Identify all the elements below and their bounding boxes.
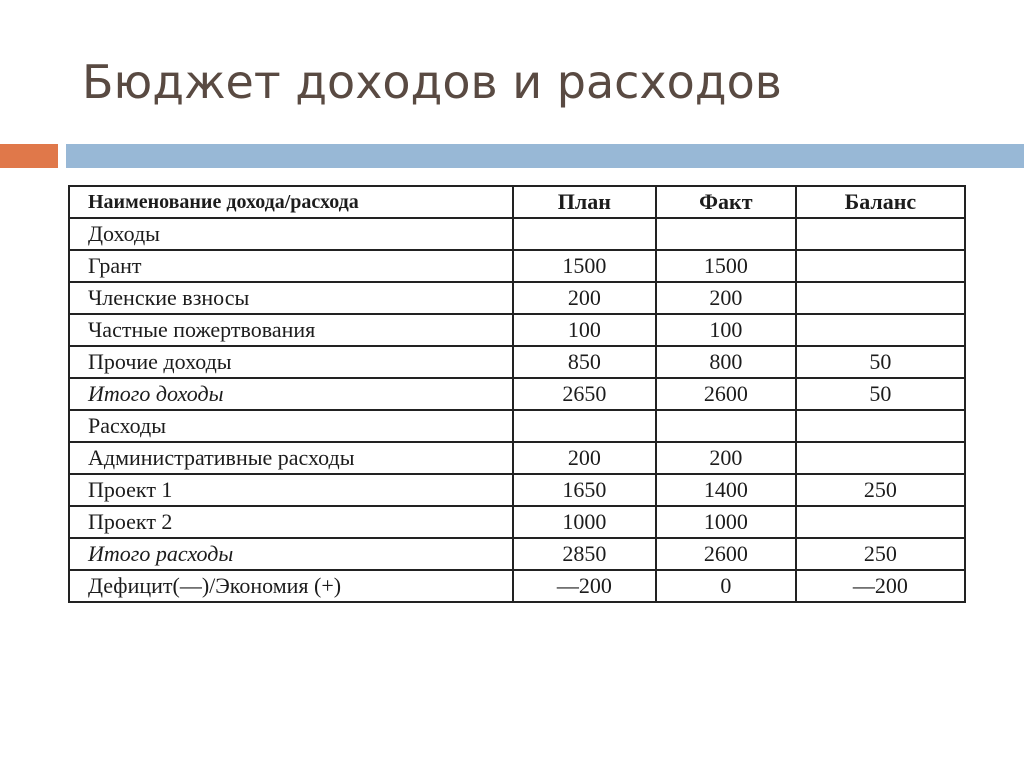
cell-plan: 2850 [513,538,656,570]
cell-balance [796,218,965,250]
cell-fact: 800 [656,346,796,378]
cell-fact: 200 [656,442,796,474]
table-row [69,442,965,474]
cell-name: Административные расходы [69,442,513,474]
cell-name: Частные пожертвования [69,314,513,346]
cell-plan: 200 [513,282,656,314]
table-row [69,474,965,506]
cell-fact: 2600 [656,538,796,570]
header-plan: План [513,186,656,218]
cell-name: Итого доходы [69,378,513,410]
cell-name: Грант [69,250,513,282]
cell-name: Проект 1 [69,474,513,506]
table-row [69,410,965,442]
cell-fact: 1400 [656,474,796,506]
cell-balance [796,250,965,282]
cell-fact: 1500 [656,250,796,282]
table-row-deficit-saving [69,570,965,602]
cell-fact [656,218,796,250]
cell-fact: 200 [656,282,796,314]
cell-balance: 50 [796,378,965,410]
cell-balance: 250 [796,474,965,506]
cell-name: Дефицит(—)/Экономия (+) [69,570,513,602]
table-row [69,346,965,378]
slide-title: Бюджет доходов и расходов [82,55,782,109]
cell-plan: 1650 [513,474,656,506]
table-row [69,506,965,538]
budget-table [68,185,966,603]
cell-fact: 100 [656,314,796,346]
table-header-row [69,186,965,218]
cell-balance [796,442,965,474]
accent-bar-blue [66,144,1024,168]
cell-plan: 850 [513,346,656,378]
cell-plan: —200 [513,570,656,602]
header-name: Наименование дохода/расхода [69,186,513,218]
cell-balance [796,282,965,314]
table-row [69,250,965,282]
table-row [69,218,965,250]
cell-plan [513,410,656,442]
cell-balance [796,410,965,442]
cell-fact: 0 [656,570,796,602]
cell-fact: 2600 [656,378,796,410]
cell-fact [656,410,796,442]
cell-balance [796,506,965,538]
cell-balance: 50 [796,346,965,378]
cell-plan: 2650 [513,378,656,410]
table-row-total-expenses [69,538,965,570]
cell-name: Членские взносы [69,282,513,314]
header-fact: Факт [656,186,796,218]
cell-name: Доходы [69,218,513,250]
header-balance: Баланс [796,186,965,218]
cell-balance: 250 [796,538,965,570]
cell-name: Проект 2 [69,506,513,538]
cell-fact: 1000 [656,506,796,538]
cell-plan: 1500 [513,250,656,282]
cell-name: Прочие доходы [69,346,513,378]
cell-balance [796,314,965,346]
accent-bar-orange [0,144,58,168]
cell-plan [513,218,656,250]
cell-plan: 100 [513,314,656,346]
cell-plan: 1000 [513,506,656,538]
cell-name: Расходы [69,410,513,442]
cell-plan: 200 [513,442,656,474]
cell-name: Итого расходы [69,538,513,570]
table-row-total-income [69,378,965,410]
cell-balance: —200 [796,570,965,602]
table-row [69,314,965,346]
table-row [69,282,965,314]
